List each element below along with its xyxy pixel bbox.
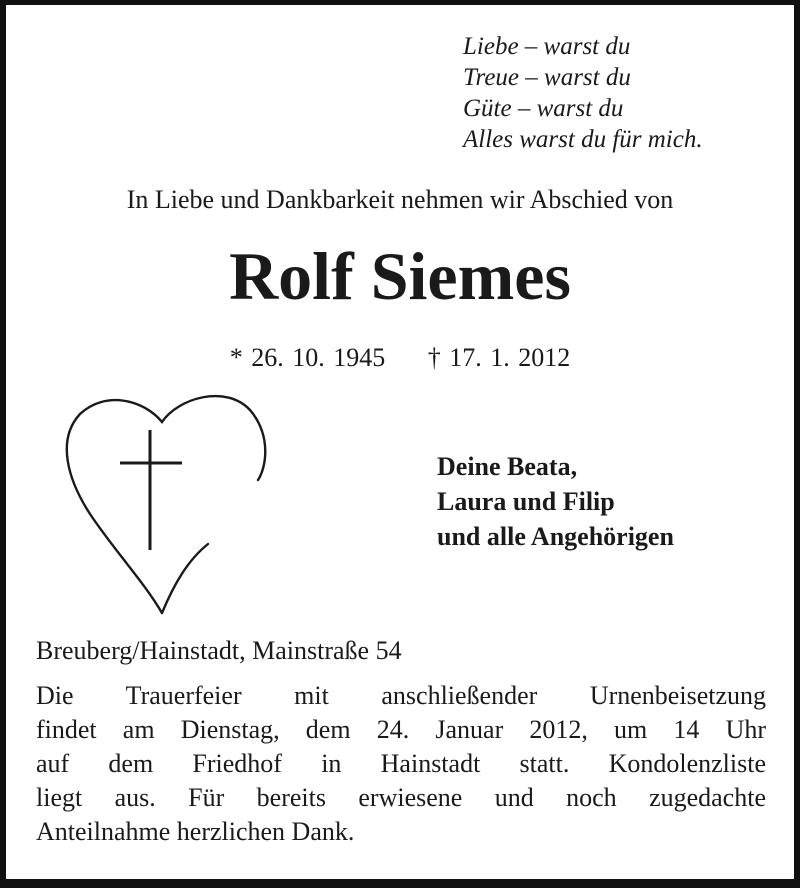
mourners [437, 449, 674, 554]
poem-line: Treue – warst du [463, 64, 631, 91]
mourner-line: Laura und Filip [437, 487, 615, 516]
deceased-name: Rolf Siemes [229, 238, 571, 314]
date-separator [385, 343, 428, 372]
death-date: † 17. 1. 2012 [427, 343, 571, 372]
announcement-line: auf dem Friedhof in Hainstadt statt. Kondolenzliste [36, 749, 766, 778]
birth-date: * 26. 10. 1945 [229, 343, 386, 372]
announcement-line: findet am Dienstag, dem 24. Januar 2012, um 14 Uhr [36, 715, 766, 744]
life-dates [6, 341, 794, 375]
poem [463, 31, 703, 155]
announcement-line: Die Trauerfeier mit anschließender Urnenbeisetzung [36, 681, 766, 710]
mourner-line: Deine Beata, [437, 452, 578, 481]
poem-line: Liebe – warst du [463, 33, 631, 60]
obituary-notice [6, 5, 794, 879]
heart-stroke-right [162, 544, 208, 613]
heart-outline [67, 396, 265, 613]
announcement-line: Anteilnahme herzlichen Dank. [36, 817, 355, 846]
poem-line: Güte – warst du [463, 95, 624, 122]
mourner-line: und alle Angehörigen [437, 522, 674, 551]
address: Breuberg/Hainstadt, Mainstraße 54 [36, 636, 402, 665]
heart-with-cross-icon [58, 388, 278, 624]
announcement-line: liegt aus. Für bereits erwiesene und noch zugedachte [36, 783, 766, 812]
poem-line: Alles warst du für mich. [463, 126, 703, 153]
funeral-announcement [36, 679, 766, 849]
intro-text: In Liebe und Dankbarkeit nehmen wir Abschied von [126, 185, 674, 214]
